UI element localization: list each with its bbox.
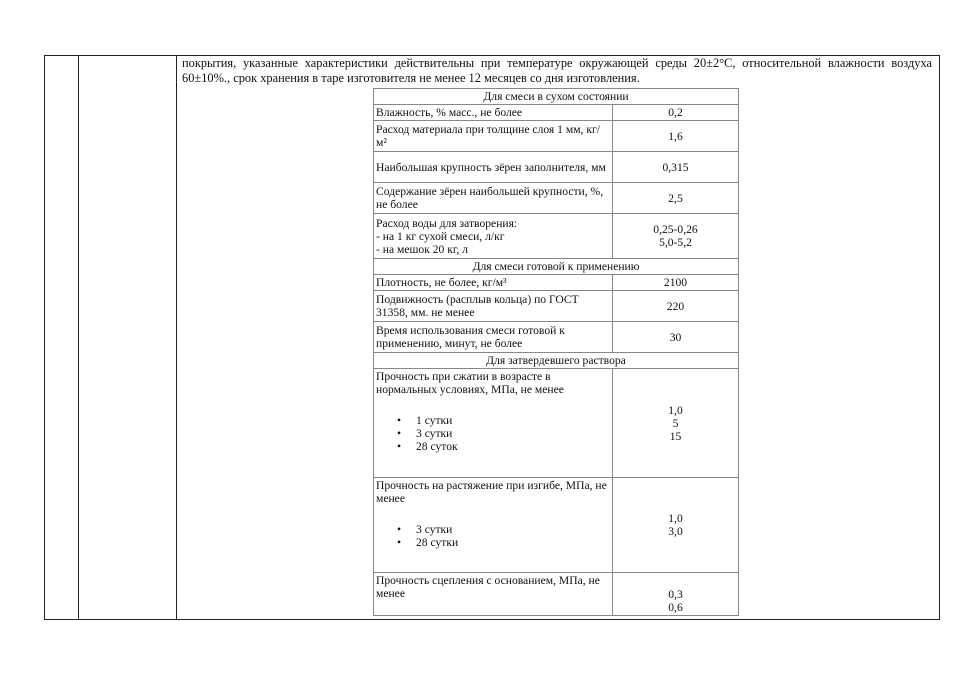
value-line: 15	[669, 429, 682, 443]
param-line: - на мешок 20 кг, л	[376, 242, 468, 256]
bullet-list	[376, 414, 610, 453]
param-cell	[374, 369, 613, 478]
value-cell	[613, 478, 739, 573]
value-cell: 0,315	[613, 152, 739, 183]
param-text: Прочность при сжатии в возрасте в нормальных условиях, МПа, не менее	[376, 370, 564, 396]
bullet-item: • 1 сутки	[416, 414, 610, 427]
param-line: Расход воды для затворения:	[376, 216, 518, 230]
param-cell: Время использования смеси готовой к применению, минут, не более	[374, 322, 613, 353]
bullet-item: • 3 сутки	[416, 523, 610, 536]
value-cell: 0,2	[613, 105, 739, 121]
value-cell	[613, 214, 739, 259]
value-line: 3,0	[668, 525, 683, 538]
specs-table	[373, 88, 739, 616]
value-cell: 30	[613, 322, 739, 353]
bullet-item: • 28 суток	[416, 440, 610, 453]
table-row	[374, 105, 739, 121]
param-cell	[374, 214, 613, 259]
param-cell: Наибольшая крупность зёрен заполнителя, мм	[374, 152, 613, 183]
bullet-item: • 28 сутки	[416, 536, 610, 549]
param-cell: Прочность сцепления с основанием, МПа, не менее	[374, 573, 613, 616]
table-row	[374, 121, 739, 152]
value-line: 1,0	[668, 403, 683, 417]
param-cell: Подвижность (расплыв кольца) по ГОСТ 31358, мм. не менее	[374, 291, 613, 322]
section-title: Для затвердевшего раствора	[374, 353, 739, 369]
section-header-row	[374, 89, 739, 105]
table-row	[374, 322, 739, 353]
bullet-item: • 3 сутки	[416, 427, 610, 440]
value-cell	[613, 369, 739, 478]
intro-paragraph: покрытия, указанные характеристики действительны при температуре окружающей среды 20±2°С, относительной влажности воздуха 60±10%., срок хранения в таре изготовителя не менее 12 месяцев со дня изготовления.	[182, 56, 932, 85]
value-line: 1,0	[668, 512, 683, 525]
param-cell: Влажность, % масс., не более	[374, 105, 613, 121]
value-line: 5	[672, 416, 679, 430]
bullet-list	[376, 523, 610, 549]
param-cell: Содержание зёрен наибольшей крупности, %, не более	[374, 183, 613, 214]
param-cell	[374, 478, 613, 573]
value-cell: 220	[613, 291, 739, 322]
section-header-row	[374, 259, 739, 275]
value-line: 0,25-0,26	[653, 223, 698, 236]
value-line: 5,0-5,2	[659, 236, 692, 249]
param-text: Прочность на растяжение при изгибе, МПа, не менее	[376, 479, 607, 505]
value-cell: 2100	[613, 275, 739, 291]
value-cell: 2,5	[613, 183, 739, 214]
section-title: Для смеси готовой к применению	[374, 259, 739, 275]
table-row	[374, 291, 739, 322]
param-cell: Расход материала при толщине слоя 1 мм, кг/м²	[374, 121, 613, 152]
column-divider	[78, 56, 79, 619]
table-row	[374, 183, 739, 214]
table-row	[374, 573, 739, 616]
value-line: 0,6	[668, 601, 683, 614]
value-cell	[613, 573, 739, 616]
value-cell: 1,6	[613, 121, 739, 152]
section-header-row	[374, 353, 739, 369]
table-row	[374, 369, 739, 478]
param-cell: Плотность, не более, кг/м³	[374, 275, 613, 291]
param-line: - на 1 кг сухой смеси, л/кг	[376, 229, 505, 243]
column-divider	[176, 56, 177, 619]
section-title: Для смеси в сухом состоянии	[374, 89, 739, 105]
table-row	[374, 275, 739, 291]
value-line: 0,3	[668, 588, 683, 601]
table-row	[374, 152, 739, 183]
table-row	[374, 478, 739, 573]
table-row	[374, 214, 739, 259]
